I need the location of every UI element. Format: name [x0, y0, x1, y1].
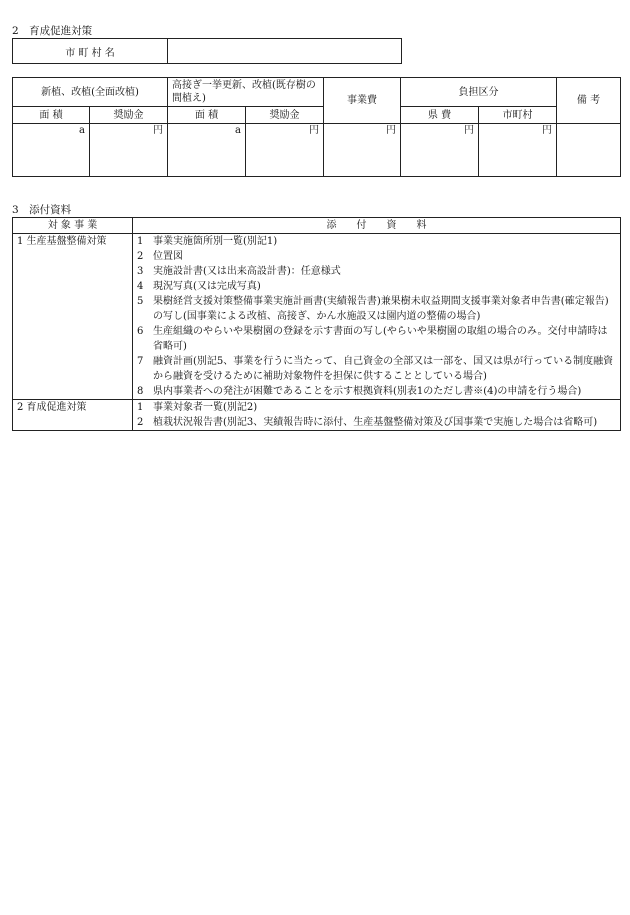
header-documents: 添 付 資 料: [133, 218, 621, 234]
col-new-planting: 新植、改植(全面改植): [13, 78, 168, 107]
list-item: 8 県内事業者への発注が困難であることを示す根拠資料(別表1のただし書※(4)の申請を行う場合): [137, 386, 582, 397]
unit-area-1[interactable]: a: [13, 124, 90, 177]
unit-project-cost[interactable]: 円: [324, 124, 401, 177]
unit-area-2[interactable]: a: [168, 124, 246, 177]
list-item: 3 実施設計書(又は出来高設計書)：任意様式: [137, 266, 341, 277]
attachments-table: [12, 217, 621, 431]
col-project-cost: 事業費: [324, 78, 401, 124]
list-item: 2 位置図: [137, 251, 183, 262]
list-item: 1 事業対象者一覧(別記2): [137, 402, 258, 413]
target-growth-promotion: 2 育成促進対策: [13, 400, 133, 431]
target-production-base: 1 生産基盤整備対策: [13, 234, 133, 400]
sub-area-2: 面 積: [168, 107, 246, 124]
list-item: 5 果樹経営支援対策整備事業実施計画書(実績報告書)兼果樹未収益期間支援事業対象者申告書(確定報告)の写し(国事業による改植、高接ぎ、かん水施設又は園内道の整備の場合): [137, 296, 609, 322]
sub-municipality: 市町村: [479, 107, 557, 124]
list-item: 7 融資計画(別記5、事業を行うに当たって、自己資金の全部又は一部を、国又は県が行っている制度融資から融資を受けるために補助対象物件を担保に供することとしている場合): [137, 356, 614, 382]
docs-production-base: [133, 234, 621, 400]
section2-title: 2 育成促進対策: [12, 25, 93, 37]
municipality-table: [12, 38, 402, 64]
unit-municipality[interactable]: 円: [479, 124, 557, 177]
unit-incentive-1[interactable]: 円: [90, 124, 168, 177]
docs-growth-promotion: [133, 400, 621, 431]
municipality-label: 市 町 村 名: [13, 39, 168, 64]
list-item: 2 植栽状況報告書(別記3、実績報告時に添付、生産基盤整備対策及び国事業で実施した場合は省略可): [137, 417, 598, 428]
list-item: 1 事業実施箇所別一覧(別記1): [137, 236, 278, 247]
list-item: 4 現況写真(又は完成写真): [137, 281, 261, 292]
section3-title: 3 添付資料: [12, 204, 72, 216]
col-cost-share: 負担区分: [401, 78, 557, 107]
col-remarks: 備 考: [557, 78, 621, 124]
unit-prefecture[interactable]: 円: [401, 124, 479, 177]
sub-prefecture: 県 費: [401, 107, 479, 124]
sub-incentive-2: 奨励金: [246, 107, 324, 124]
unit-incentive-2[interactable]: 円: [246, 124, 324, 177]
col-renewal: 高接ぎ一挙更新、改植(既存樹の間植え): [168, 78, 324, 107]
municipality-input[interactable]: [168, 39, 402, 64]
sub-area-1: 面 積: [13, 107, 90, 124]
header-target: 対 象 事 業: [13, 218, 133, 234]
funding-table: [12, 77, 621, 177]
list-item: 6 生産組織のやらいや果樹園の登録を示す書面の写し(やらいや果樹園の取組の場合のみ。交付申請時は省略可): [137, 326, 608, 352]
remarks-cell[interactable]: [557, 124, 621, 177]
sub-incentive-1: 奨励金: [90, 107, 168, 124]
